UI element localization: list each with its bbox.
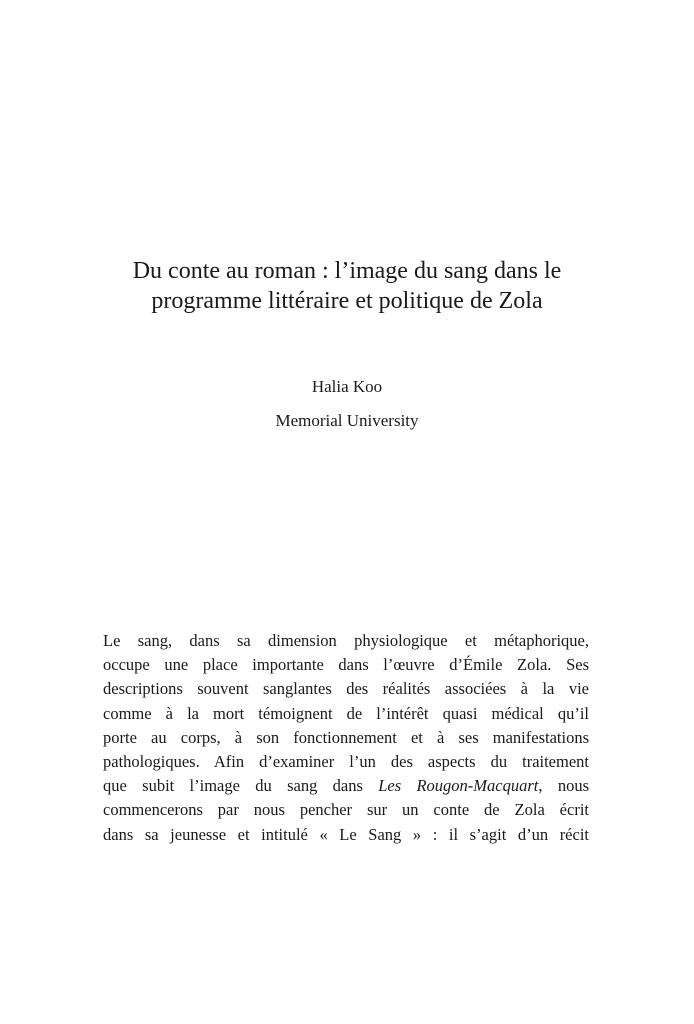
italic-book-title: Les Rougon-Macquart (378, 776, 539, 796)
body-line: commencerons par nous pencher sur un conte de Zola écrit (103, 800, 589, 820)
author-name: Halia Koo (311, 377, 383, 396)
body-line-with-italic-title (103, 774, 589, 798)
body-line: comme à la mort témoignent de l’intérêt quasi médical qu’il (103, 703, 589, 723)
author-affiliation: Memorial University (275, 411, 419, 430)
body-line: occupe une place importante dans l’œuvre d’Émile Zola. Ses (103, 655, 589, 675)
title-line-1: Du conte au roman : l’image du sang dans le (132, 258, 562, 284)
article-title (70, 256, 624, 316)
body-line: pathologiques. Afin d’examiner l’un des aspects du traitement (103, 752, 589, 772)
body-line: dans sa jeunesse et intitulé « Le Sang » : il s’agit d’un récit (103, 824, 589, 844)
body-line: descriptions souvent sanglantes des réalités associées à la vie (103, 679, 589, 699)
body-line: Le sang, dans sa dimension physiologique et métaphorique, (103, 631, 589, 650)
title-line-2: programme littéraire et politique de Zola (151, 288, 543, 314)
body-paragraph (103, 629, 589, 847)
body-text-segment: , nous (538, 776, 589, 796)
body-line: porte au corps, à son fonctionnement et à ses manifestations (103, 727, 589, 747)
body-text-segment: que subit l’image du sang dans (103, 776, 379, 796)
